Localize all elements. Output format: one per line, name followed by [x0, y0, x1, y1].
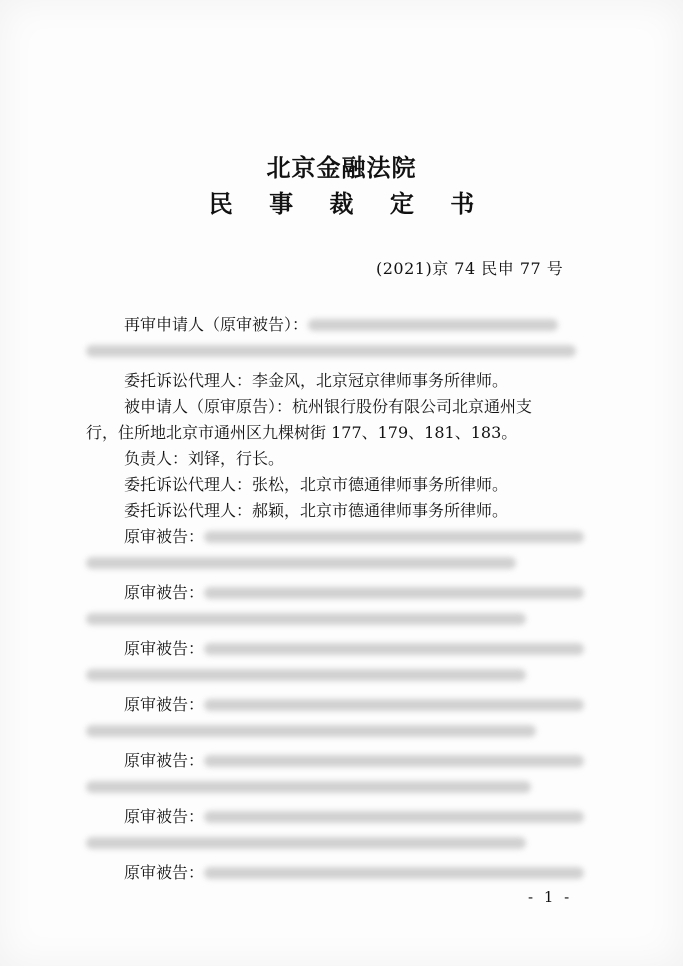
original-defendant-line-2	[86, 550, 598, 576]
redacted-text	[86, 345, 576, 357]
original-defendant-line-2	[86, 718, 598, 744]
agent-text: 委托诉讼代理人：李金风，北京冠京律师事务所律师。	[124, 371, 509, 390]
document-type-title: 民 事 裁 定 书	[208, 189, 489, 218]
responsible-person-line	[86, 446, 598, 472]
respondent-line-2	[86, 420, 598, 446]
responsible-text: 负责人：刘铎，行长。	[124, 449, 285, 468]
respondent-line-1	[86, 394, 598, 420]
original-defendant-line	[86, 804, 598, 830]
original-defendant-label: 原审被告：	[124, 527, 205, 546]
agent-line-1	[86, 368, 598, 394]
redacted-text	[204, 587, 584, 599]
case-number: (2021)京 74 民申 77 号	[376, 259, 564, 278]
redacted-text	[86, 837, 526, 849]
redacted-text	[86, 725, 536, 737]
redacted-text	[204, 643, 584, 655]
original-defendant-line-2	[86, 830, 598, 856]
redacted-text	[204, 811, 584, 823]
redacted-text	[204, 755, 584, 767]
applicant-line	[86, 312, 598, 338]
document-body	[86, 312, 598, 886]
original-defendant-line	[86, 524, 598, 550]
original-defendant-label: 原审被告：	[124, 807, 205, 826]
original-defendant-line	[86, 636, 598, 662]
original-defendant-label: 原审被告：	[124, 639, 205, 658]
redacted-text	[86, 669, 526, 681]
court-name: 北京金融法院	[266, 153, 417, 182]
original-defendant-label: 原审被告：	[124, 695, 205, 714]
agent-text: 委托诉讼代理人：张松，北京市德通律师事务所律师。	[124, 475, 509, 494]
original-defendant-label: 原审被告：	[124, 751, 205, 770]
original-defendant-line-2	[86, 662, 598, 688]
redacted-text	[308, 319, 558, 331]
redacted-text	[204, 867, 584, 879]
original-defendant-label: 原审被告：	[124, 583, 205, 602]
redacted-text	[86, 613, 526, 625]
agent-line-3	[86, 498, 598, 524]
original-defendant-line	[86, 692, 598, 718]
agent-line-2	[86, 472, 598, 498]
applicant-line-2	[86, 338, 598, 364]
original-defendant-label: 原审被告：	[124, 863, 205, 882]
original-defendant-line-2	[86, 774, 598, 800]
redacted-text	[86, 781, 531, 793]
agent-text: 委托诉讼代理人：郝颖，北京市德通律师事务所律师。	[124, 501, 509, 520]
redacted-text	[204, 531, 584, 543]
original-defendant-line	[86, 748, 598, 774]
original-defendant-line	[86, 860, 598, 886]
original-defendant-line	[86, 580, 598, 606]
redacted-text	[204, 699, 584, 711]
respondent-text-1: 被申请人（原审原告）：杭州银行股份有限公司北京通州支	[124, 397, 533, 416]
respondent-text-2: 行，住所地北京市通州区九棵树街 177、179、181、183。	[86, 423, 518, 442]
original-defendant-line-2	[86, 606, 598, 632]
redacted-text	[86, 557, 516, 569]
page-number: - 1 -	[528, 888, 573, 906]
applicant-label: 再审申请人（原审被告）：	[124, 315, 309, 334]
